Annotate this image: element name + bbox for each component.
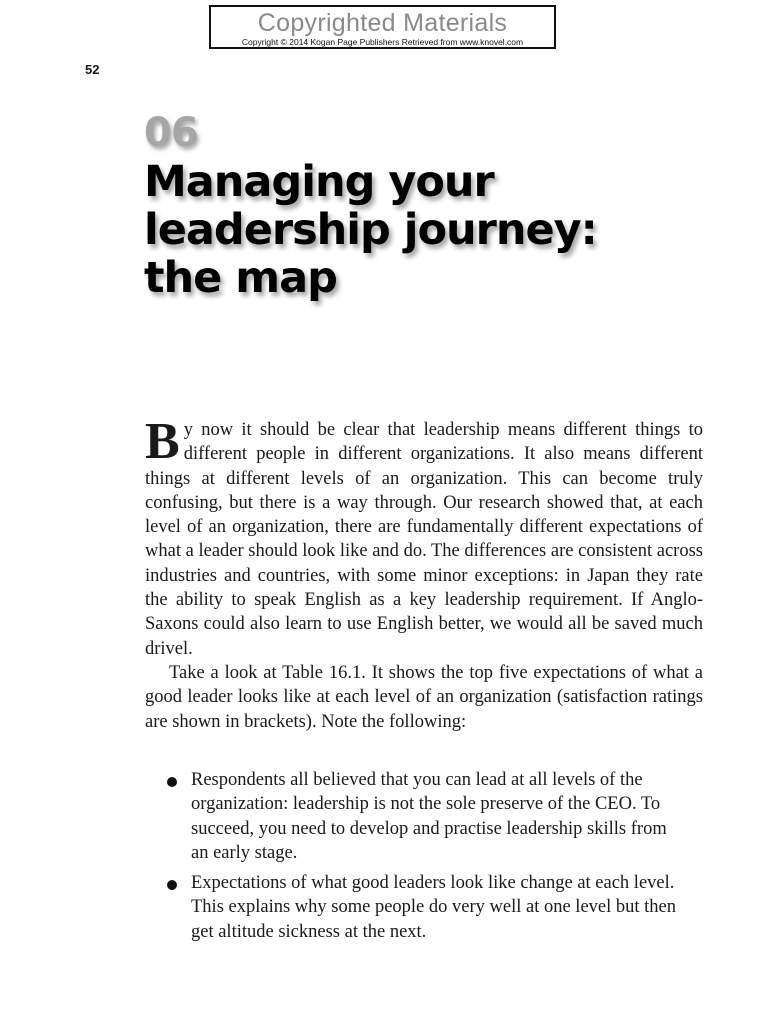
list-item [164, 871, 684, 944]
list-item-text: Expectations of what good leaders look like change at each level. This explains why some people do very well at one level but then get altitude sickness at the next. [191, 873, 676, 942]
list-item-text: Respondents all believed that you can lead at all levels of the organization: leadership is not the sole preserve of the CEO. To succeed, you need to develop and practise leadership skills from an early stage. [191, 770, 667, 863]
body-text [145, 413, 703, 734]
paragraph-table-reference: Take a look at Table 16.1. It shows the top five expectations of what a good leader looks like at each level of an organization (satisfaction ratings are shown in brackets). Note the following: [145, 662, 703, 732]
watermark-title: Copyrighted Materials [257, 9, 508, 37]
paragraph-intro-text: y now it should be clear that leadership means different things to different people in different organizations. It also means different things at different levels of an organization. This can become truly confusing, but there is a way through. Our research showed that, at each level of an organization, there are fundamentally different expectations of what a leader should look like and do. The differences are consistent across industries and countries, with some minor exceptions: in Japan they rate the ability to speak English as a key leadership requirement. If Anglo-Saxons could also learn to use English better, we would all be saved much drivel. [145, 420, 703, 659]
drop-cap: B [145, 413, 180, 470]
bullet-icon [167, 880, 177, 890]
chapter-title-line: Managing your [144, 157, 494, 207]
chapter-title-line: leadership journey: [144, 205, 597, 255]
page-number: 52 [85, 62, 100, 77]
chapter-title-line: the map [144, 253, 337, 303]
chapter-number: 06 [144, 110, 198, 156]
chapter-title [144, 158, 724, 302]
watermark-subtitle: Copyright © 2014 Kogan Page Publishers Retrieved from www.knovel.com [241, 37, 524, 47]
paragraph-intro [145, 413, 703, 661]
list-item [164, 768, 684, 865]
bullet-list [164, 768, 684, 950]
copyright-watermark [209, 5, 556, 49]
bullet-icon [167, 777, 177, 787]
